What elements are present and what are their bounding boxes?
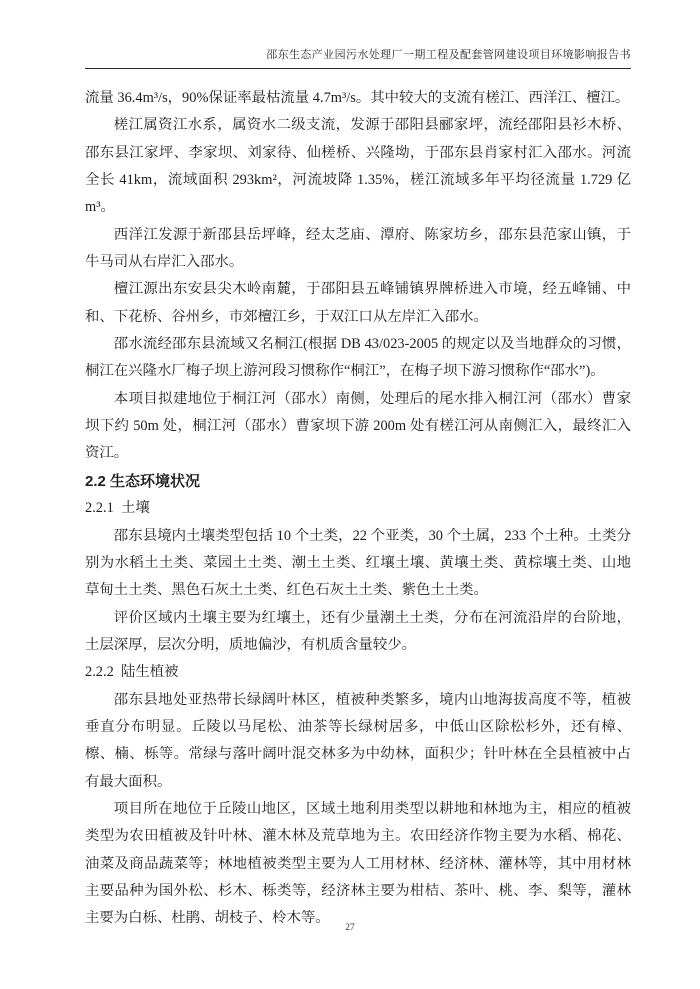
heading-section-2-2-ecology: 2.2 生态环境状况 xyxy=(85,472,201,490)
heading-section-2-2-2-vegetation: 2.2.2 陆生植被 xyxy=(85,664,179,681)
paragraph-soil-evaluation: 评价区域内土壤主要为红壤土，还有少量潮土土类，分布在河流沿岸的台阶地，土层深厚，层次分明，质地偏沙，有机质含量较少。 xyxy=(85,609,631,653)
paragraph-flow-continuation: 流量 36.4m³/s，90%保证率最枯流量 4.7m³/s。其中较大的支流有槎江、西洋江、檀江。 xyxy=(85,90,630,106)
paragraph-soil-types: 邵东县境内土壤类型包括 10 个土类，22 个亚类，30 个土属，233 个土种。土类分别为水稻土土类、菜园土土类、潮土土类、红壤土壤、黄壤土类、黄棕壤土类、山地草甸土土类、黑色石灰土土类、红色石灰土土类、紫色土土类。 xyxy=(85,527,631,599)
paragraph-tanjiang-river: 檀江源出东安县尖木岭南麓，于邵阳县五峰铺镇界牌桥进入市境，经五峰铺、中和、下花桥、谷州乡，市郊檀江乡，于双江口从左岸汇入邵水。 xyxy=(85,281,631,325)
paragraph-vegetation-region: 邵东县地处亚热带长绿阔叶林区，植被种类繁多，境内山地海拔高度不等，植被垂直分布明显。丘陵以马尾松、油茶等长绿树居多，中低山区除松杉外，还有樟、檫、楠、栎等。常绿与落叶阔叶混交林多为中幼林，面积少；针叶林在全县植被中占有最大面积。 xyxy=(85,691,631,790)
heading-section-2-2-1-soil: 2.2.1 土壤 xyxy=(85,500,150,517)
paragraph-shaoshui-naming: 邵水流经邵东县流域又名桐江(根据 DB 43/023-2005 的规定以及当地群众的习惯，桐江在兴隆水厂梅子坝上游河段习惯称作“桐江”，在梅子坝下游习惯称作“邵水”)。 xyxy=(85,336,631,380)
document-content xyxy=(85,85,631,933)
paragraph-xiyangjiang-river: 西洋江发源于新邵县岳坪峰，经太芝庙、潭府、陈家坊乡，邵东县范家山镇，于牛马司从右岸汇入邵水。 xyxy=(85,226,631,271)
page-number: 27 xyxy=(345,923,355,933)
header-title: 邵东生态产业园污水处理厂一期工程及配套管网建设项目环境影响报告书 xyxy=(266,49,631,61)
paragraph-project-location: 本项目拟建地位于桐江河（邵水）南侧，处理后的尾水排入桐江河（邵水）曹家坝下约 50m 处，桐江河（邵水）曹家坝下游 200m 处有槎江河从南侧汇入，最终汇入资江。 xyxy=(85,390,631,462)
paragraph-vegetation-project-area: 项目所在地位于丘陵山地区，区域土地利用类型以耕地和林地为主，相应的植被类型为农田植被及针叶林、灌木林及荒草地为主。农田经济作物主要为水稻、棉花、油菜及商品蔬菜等；林地植被类型主要为人工用材林、经济林、灌林等，其中用材林主要品种为国外松、杉木、栎类等，经济林主要为柑桔、茶叶、桃、李、梨等，灌林主要为白栎、杜鹃、胡枝子、柃木等。 xyxy=(85,800,631,927)
page-footer xyxy=(0,917,700,935)
paragraph-chajiang-river: 槎江属资江水系，属资水二级支流，发源于邵阳县郦家坪，流经邵阳县衫木桥、邵东县江家坪、李家坝、刘家待、仙槎桥、兴隆坳，于邵东县肖家村汇入邵水。河流全长 41km，流域面积 293km²，河流坡降 1.35%，槎江流域多年平均径流量 1.729 亿 m³。 xyxy=(85,117,631,216)
page-header xyxy=(85,46,631,69)
